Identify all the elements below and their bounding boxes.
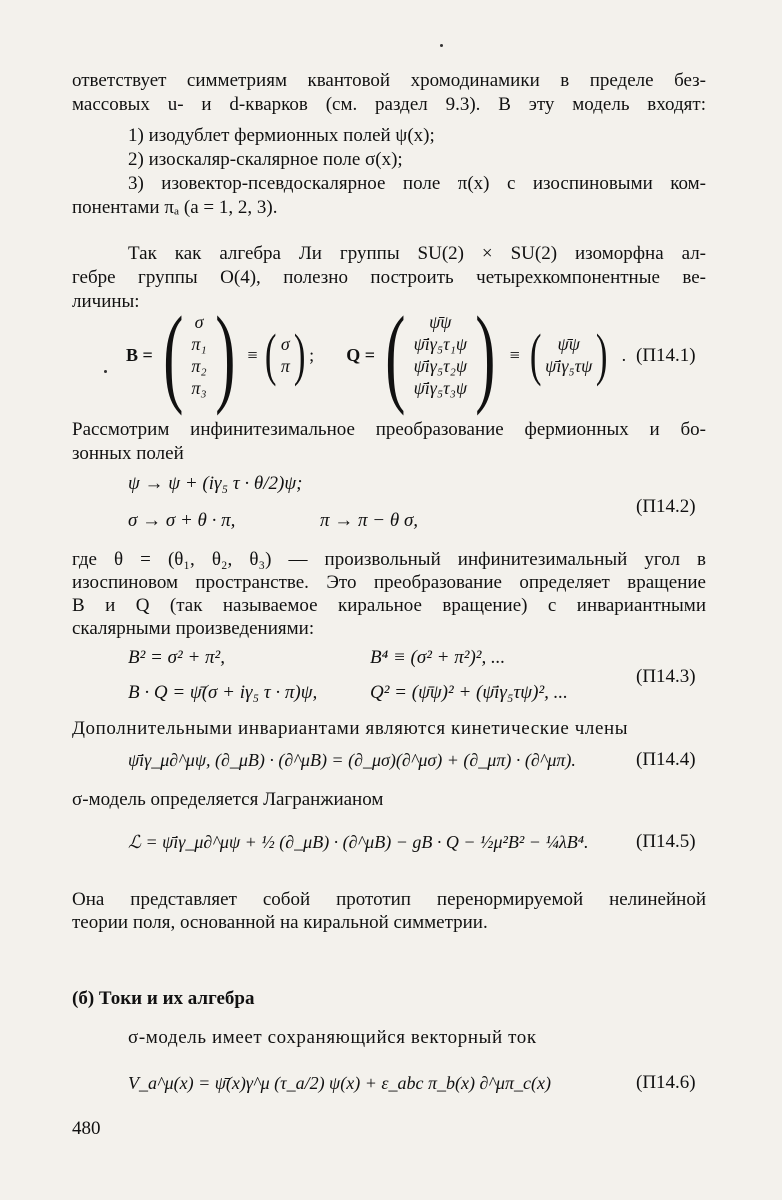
left-paren: (	[529, 322, 542, 387]
equation-14-3-line-1b: B⁴ ≡ (σ² + π²)², ...	[370, 647, 506, 668]
right-paren: )	[293, 322, 306, 387]
equiv-sign: ≡	[509, 344, 520, 365]
left-paren: (	[385, 294, 406, 416]
equation-number-14-4: (П14.4)	[636, 749, 696, 770]
q-component: ψ̄iγ₅τ₁ψ	[413, 334, 468, 354]
semicolon: ;	[309, 344, 315, 365]
q-component: ψ̄iγ₅τ₃ψ	[413, 378, 468, 398]
section-heading: (б) Токи и их алгебра	[72, 988, 255, 1009]
equation-number-14-5: (П14.5)	[636, 831, 696, 852]
b-component: π₂	[191, 356, 207, 376]
paragraph-2-line-3: личины:	[72, 291, 140, 312]
paragraph-7-line-2: теории поля, основанной на киральной симметрии.	[72, 912, 488, 933]
b-component: σ	[194, 312, 204, 332]
equation-14-3-line-2b: Q² = (ψ̄ψ)² + (ψ̄iγ₅τψ)², ...	[370, 682, 568, 703]
q-vector-column	[414, 311, 467, 399]
paragraph-1-line-1: ответствует симметриям квантовой хромодинамики в пределе без-	[72, 70, 706, 91]
equation-number-14-6: (П14.6)	[636, 1072, 696, 1093]
q-label: Q =	[346, 344, 375, 365]
b-short-component: π	[280, 356, 290, 376]
q-short-component: ψ̄ψ	[557, 334, 580, 354]
equation-14-2-line-2a: σ → σ + θ · π,	[128, 510, 236, 531]
b-vector-column	[191, 311, 206, 399]
equation-14-3-line-1a: B² = σ² + π²,	[128, 647, 225, 668]
b-label: B =	[126, 344, 153, 365]
list-item-1: 1) изодублет фермионных полей ψ(x);	[128, 125, 435, 146]
list-item-3-line-1: 3) изовектор-псевдоскалярное поле π(x) с изоспиновыми ком-	[128, 173, 706, 194]
equation-14-2-line-2b: π → π − θ σ,	[320, 510, 419, 531]
paragraph-4-line-2: изоспиновом пространстве. Это преобразование определяет вращение	[72, 572, 706, 593]
b-component: π₃	[191, 378, 207, 398]
equation-number-14-3: (П14.3)	[636, 666, 696, 687]
paragraph-2-line-2: гебре группы O(4), полезно построить четырехкомпонентные ве-	[72, 267, 706, 288]
b-component: π₁	[191, 334, 207, 354]
list-item-3-line-2: понентами πₐ (a = 1, 2, 3).	[72, 197, 278, 218]
equation-14-4: ψ̄iγ_μ∂^μψ, (∂_μB) · (∂^μB) = (∂_μσ)(∂^μσ) + (∂_μπ) · (∂^μπ).	[128, 750, 576, 770]
equiv-sign: ≡	[247, 344, 258, 365]
paragraph-4-line-4: скалярными произведениями:	[72, 618, 315, 639]
paragraph-3-line-2: зонных полей	[72, 443, 184, 464]
q-short-component: ψ̄iγ₅τψ	[545, 356, 593, 376]
equation-14-1	[126, 294, 627, 416]
page-number: 480	[72, 1118, 101, 1139]
paragraph-5-line-1: Дополнительными инвариантами являются кинетические члены	[72, 718, 629, 739]
equation-14-3-line-2a: B · Q = ψ̄(σ + iγ₅ τ · π)ψ,	[128, 682, 318, 703]
q-short-column	[545, 333, 592, 377]
left-paren: (	[163, 294, 184, 416]
q-component: ψ̄iγ₅τ₂ψ	[413, 356, 468, 376]
list-item-2: 2) изоскаляр-скалярное поле σ(x);	[128, 149, 403, 170]
b-short-component: σ	[280, 334, 290, 354]
paragraph-8-line-1: σ-модель имеет сохраняющийся векторный ток	[128, 1027, 537, 1048]
equation-14-6: V_a^μ(x) = ψ̄(x)γ^μ (τ_a/2) ψ(x) + ε_abc π_b(x) ∂^μπ_c(x)	[128, 1073, 551, 1093]
left-paren: (	[265, 322, 277, 387]
scan-speck	[440, 44, 443, 47]
paragraph-1-line-2: массовых u- и d-кварков (см. раздел 9.3). В эту модель входят:	[72, 94, 706, 115]
equation-14-2-line-1: ψ → ψ + (iγ₅ τ · θ/2)ψ;	[128, 473, 303, 494]
right-paren: )	[475, 294, 496, 416]
paragraph-6-line-1: σ-модель определяется Лагранжианом	[72, 789, 384, 810]
q-component: ψ̄ψ	[429, 312, 452, 332]
right-paren: )	[596, 322, 608, 387]
paragraph-4-line-3: B и Q (так называемое киральное вращение) с инвариантными	[72, 595, 706, 616]
right-paren: )	[214, 294, 236, 416]
paragraph-4-line-1: где θ = (θ₁, θ₂, θ₃) — произвольный инфинитезимальный угол в	[72, 549, 706, 570]
scan-speck	[104, 370, 107, 373]
equation-number-14-1: (П14.1)	[636, 345, 696, 366]
equation-number-14-2: (П14.2)	[636, 496, 696, 517]
paragraph-7-line-1: Она представляет собой прототип перенормируемой нелинейной	[72, 889, 706, 910]
equation-14-5: ℒ = ψ̄iγ_μ∂^μψ + ½ (∂_μB) · (∂^μB) − gB · Q − ½μ²B² − ¼λB⁴.	[128, 832, 589, 852]
paragraph-2-line-1: Так как алгебра Ли группы SU(2) × SU(2) изоморфна ал-	[128, 243, 706, 264]
b-short-column	[281, 333, 290, 377]
period: .	[621, 344, 627, 365]
paragraph-3-line-1: Рассмотрим инфинитезимальное преобразование фермионных и бо-	[72, 419, 706, 440]
